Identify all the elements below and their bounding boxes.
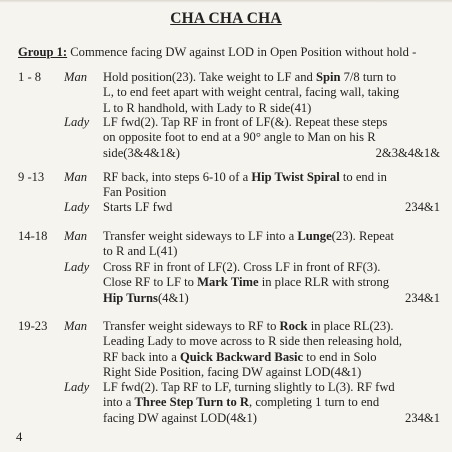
description-line: LF fwd(2). Tap RF to LF, turning slightly to L(3). RF fwd: [103, 380, 395, 394]
role-man: Man: [64, 70, 88, 84]
role-lady: Lady: [64, 200, 90, 214]
role-lady: Lady: [64, 380, 90, 394]
role-lady: Lady: [64, 115, 90, 129]
page-top-shadow: [0, 0, 452, 3]
step-range: 9 -13: [18, 170, 45, 184]
page-number: 4: [16, 430, 23, 444]
man-description: [103, 319, 421, 381]
description-line: facing DW against LOD(4&1): [103, 410, 257, 425]
description-line: L, to end feet apart with weight central, facing wall, taking: [103, 85, 400, 100]
man-description: [103, 229, 421, 260]
description-line: Close RF to LF to Mark Time in place RLR with strong: [103, 275, 390, 290]
description-line: RF back, into steps 6-10 of a Hip Twist Spiral to end in: [103, 170, 387, 184]
lady-description: [103, 260, 421, 306]
description-line: Hold position(23). Take weight to LF and Spin 7/8 turn to: [103, 70, 397, 84]
description-line: Fan Position: [103, 185, 167, 200]
description-line: Transfer weight sideways to LF into a Lunge(23). Repeat: [103, 229, 394, 243]
description-line: L to R handhold, with Lady to R side(41): [103, 100, 312, 115]
step-range: 19-23: [18, 319, 48, 333]
step-range: 14-18: [18, 229, 48, 243]
description-line: LF fwd(2). Tap RF in front of LF(&). Repeat these steps: [103, 115, 388, 129]
role-lady: Lady: [64, 260, 90, 274]
group-label: Group 1:: [18, 45, 68, 59]
description-line: side(3&4&1&): [103, 145, 180, 160]
description-line: Transfer weight sideways to RF to Rock in place RL(23).: [103, 319, 394, 333]
timing: 2&3&4&1&: [375, 146, 440, 160]
description-line: Right Side Position, facing DW against LOD(4&1): [103, 365, 362, 380]
timing: 234&1: [405, 411, 440, 425]
description-line: RF back into a Quick Backward Basic to end in Solo: [103, 349, 377, 364]
description-line: on opposite foot to end at a 90° angle to Man on his R: [103, 130, 376, 145]
description-line: Hip Turns(4&1): [103, 290, 189, 305]
description-line: to R and L(41): [103, 244, 178, 259]
lady-description: [103, 200, 421, 215]
description-line: into a Three Step Turn to R, completing 1 turn to end: [103, 395, 380, 410]
role-man: Man: [64, 319, 88, 333]
description-line: Leading Lady to move across to R side then releasing hold,: [103, 334, 403, 349]
page-title: CHA CHA CHA: [170, 10, 282, 27]
role-man: Man: [64, 170, 88, 184]
lady-description: [103, 115, 421, 161]
lady-description: [103, 380, 421, 426]
timing: 234&1: [405, 291, 440, 305]
role-man: Man: [64, 229, 88, 243]
description-line: Starts LF fwd: [103, 200, 173, 214]
man-description: [103, 170, 421, 201]
description-line: Cross RF in front of LF(2). Cross LF in front of RF(3).: [103, 260, 381, 274]
man-description: [103, 70, 421, 116]
group-heading: [18, 45, 416, 60]
timing: 234&1: [405, 200, 440, 214]
step-range: 1 - 8: [18, 70, 42, 84]
group-text: Commence facing DW against LOD in Open Position without hold -: [67, 45, 417, 59]
